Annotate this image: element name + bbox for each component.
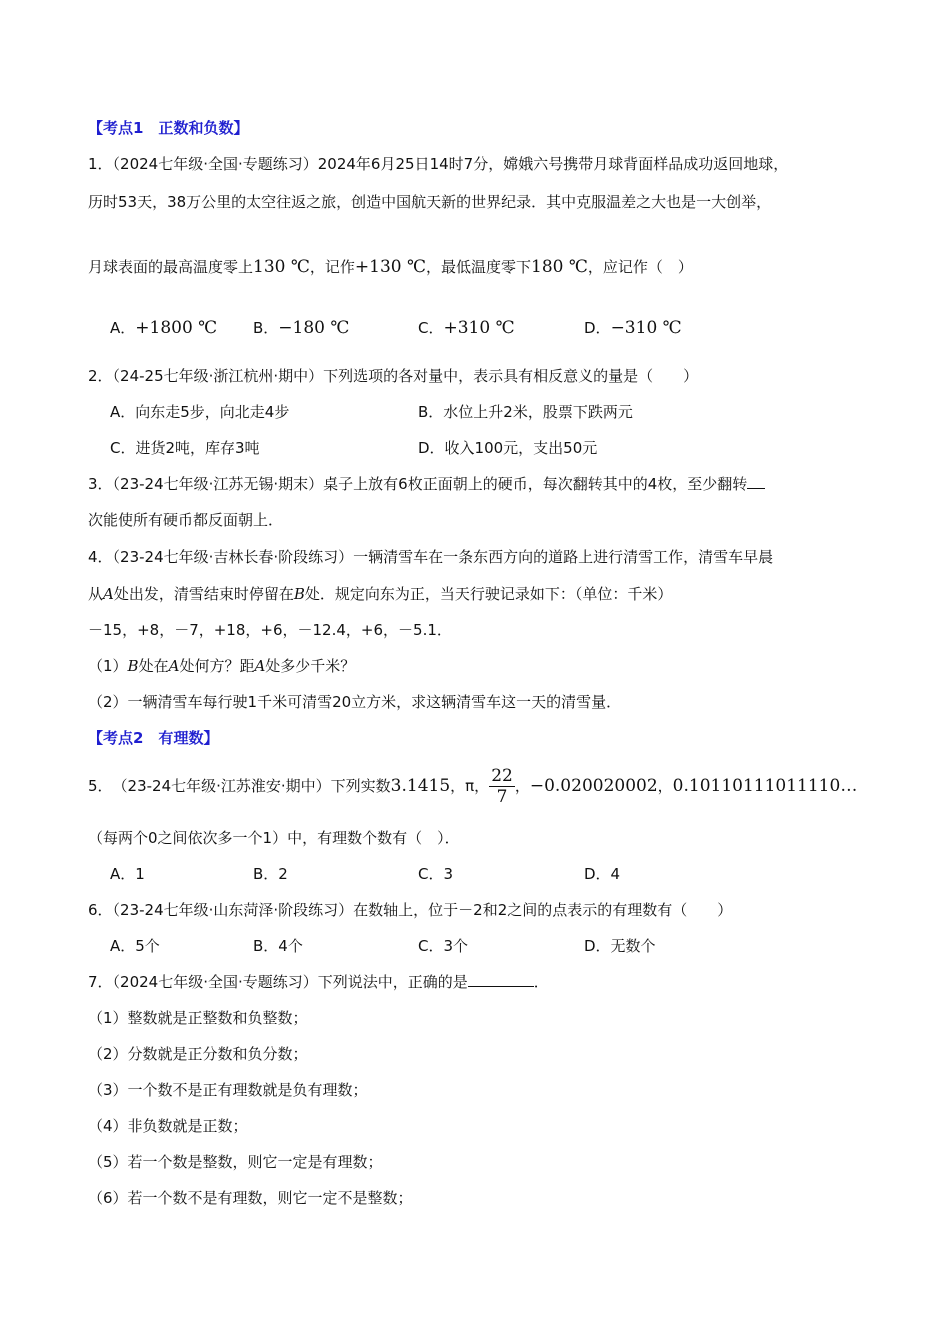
section-heading-1: 【考点1 正数和负数】: [88, 119, 249, 137]
question-4-line-1: 4．（23-24七年级·吉林长春·阶段练习）一辆清雪车在一条东西方向的道路上进行清雪工作，清雪车早晨: [88, 548, 774, 566]
question-number: 5．: [88, 777, 113, 795]
statement-6: （6）若一个数不是有理数，则它一定不是整数；: [88, 1189, 413, 1207]
statement-4: （4）非负数就是正数；: [88, 1117, 248, 1135]
question-number: 4．: [88, 548, 113, 566]
question-3-cont: 次能使所有硬币都反面朝上．: [88, 511, 284, 529]
option-c[interactable]: C．3个: [418, 937, 469, 955]
question-6-stem: 6．（23-24七年级·山东菏泽·阶段练习）在数轴上，位于－2和2之间的点表示的有理数有（ ）: [88, 901, 733, 919]
option-a[interactable]: A．+1800 ℃: [110, 318, 218, 338]
question-2-stem: 2．（24-25七年级·浙江杭州·期中）下列选项的各对量中，表示具有相反意义的量是（ ）: [88, 367, 699, 385]
variable-b: B: [293, 585, 305, 603]
question-4-line-2: 从A处出发，清雪结束时停留在B处．规定向东为正，当天行驶记录如下：（单位：千米）: [88, 585, 673, 603]
option-c[interactable]: C．3: [418, 865, 454, 883]
math-expression: 0.10110111011110…: [672, 776, 858, 796]
question-5-stem: 5． （23-24七年级·江苏淮安·期中）下列实数 3.1415 ，π， $\frac{22}{7}$ ， −0.020020002 ， 0.10110111011110…: [88, 765, 858, 807]
option-d[interactable]: D．4: [584, 865, 621, 883]
question-number: 3．: [88, 475, 113, 493]
fraction: $\frac{22}{7}$: [491, 765, 513, 807]
question-number: 6．: [88, 901, 113, 919]
option-d[interactable]: D．收入100元，支出50元: [418, 439, 598, 457]
question-4-records: －15，+8，－7，+18，+6，－12.4，+6，－5.1．: [88, 621, 452, 639]
option-b[interactable]: B．2: [253, 865, 288, 883]
question-number: 2．: [88, 367, 113, 385]
statement-3: （3）一个数不是正有理数就是负有理数；: [88, 1081, 368, 1099]
statement-5: （5）若一个数是整数，则它一定是有理数；: [88, 1153, 383, 1171]
option-b[interactable]: B．4个: [253, 937, 303, 955]
statement-2: （2）分数就是正分数和负分数；: [88, 1045, 308, 1063]
math-expression: +130 ℃: [354, 257, 427, 277]
answer-blank[interactable]: [747, 474, 765, 489]
option-b[interactable]: B．水位上升2米，股票下跌两元: [418, 403, 633, 421]
question-number: 1．: [88, 155, 113, 173]
option-c[interactable]: C．进货2吨，库存3吨: [110, 439, 260, 457]
option-a[interactable]: A．向东走5步，向北走4步: [110, 403, 290, 421]
statement-1: （1）整数就是正整数和负整数；: [88, 1009, 308, 1027]
math-expression: −0.020020002: [529, 776, 658, 796]
question-1-line-3: 月球表面的最高温度零上130 ℃，记作+130 ℃，最低温度零下180 ℃，应记作（ ）: [88, 257, 693, 277]
question-7-stem: 7．（2024七年级·全国·专题练习）下列说法中，正确的是 ．: [88, 973, 549, 991]
answer-blank[interactable]: [468, 972, 534, 987]
option-d[interactable]: D．无数个: [584, 937, 656, 955]
option-d[interactable]: D．−310 ℃: [584, 318, 682, 338]
question-4-sub-1: （1）B处在A处何方？距A处多少千米？: [88, 657, 356, 675]
question-5-cont: （每两个0之间依次多一个1）中，有理数个数有（ ）．: [88, 829, 460, 847]
option-a[interactable]: A．1: [110, 865, 145, 883]
math-expression: 130 ℃: [253, 257, 310, 277]
question-3-stem: 3．（23-24七年级·江苏无锡·期末）桌子上放有6枚正面朝上的硬币，每次翻转其中的4枚，至少翻转: [88, 474, 765, 494]
option-a[interactable]: A．5个: [110, 937, 160, 955]
option-b[interactable]: B．−180 ℃: [253, 318, 350, 338]
question-number: 7．: [88, 973, 113, 991]
option-c[interactable]: C．+310 ℃: [418, 318, 515, 338]
question-1-line-1: 1．（2024七年级·全国·专题练习）2024年6月25日14时7分，嫦娥六号携带月球背面样品成功返回地球，: [88, 155, 789, 173]
question-1-line-2: 历时53天，38万公里的太空往返之旅，创造中国航天新的世界纪录．其中克服温差之大也是一大创举，: [88, 193, 772, 211]
variable-a: A: [103, 585, 114, 603]
math-expression: 3.1415: [390, 776, 451, 796]
question-4-sub-2: （2）一辆清雪车每行驶1千米可清雪20立方米，求这辆清雪车这一天的清雪量．: [88, 693, 622, 711]
section-heading-2: 【考点2 有理数】: [88, 729, 219, 747]
math-expression: 180 ℃: [531, 257, 588, 277]
